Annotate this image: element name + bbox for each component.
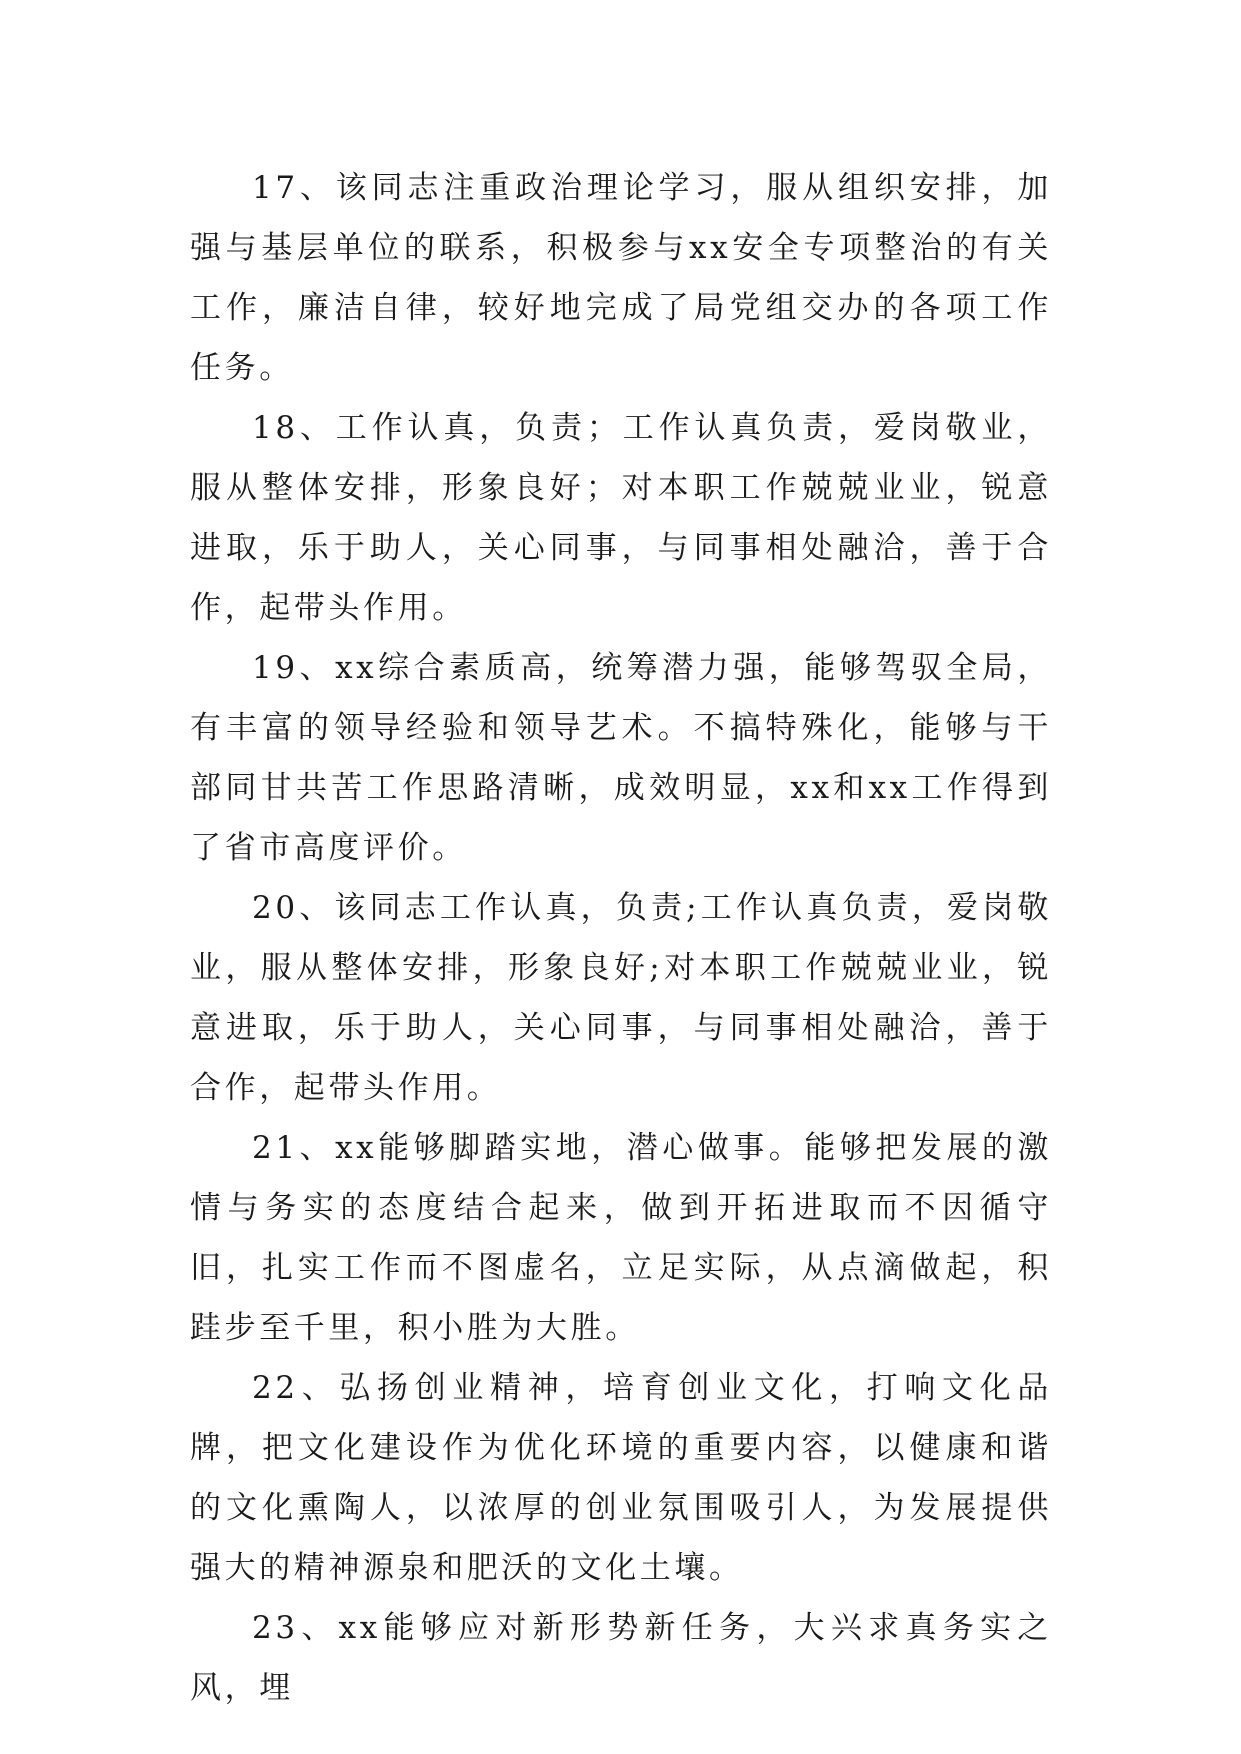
paragraph-22: 22、弘扬创业精神，培育创业文化，打响文化品牌，把文化建设作为优化环境的重要内容，以健康和谐的文化熏陶人，以浓厚的创业氛围吸引人，为发展提供强大的精神源泉和肥沃的文化土壤。 (190, 1370, 1052, 1586)
paragraph-23: 23、xx能够应对新形势新任务，大兴求真务实之风，埋 (190, 1610, 1052, 1706)
paragraph-19: 19、xx综合素质高，统筹潜力强，能够驾驭全局，有丰富的领导经验和领导艺术。不搞特殊化，能够与干部同甘共苦工作思路清晰，成效明显，xx和xx工作得到了省市高度评价。 (190, 650, 1052, 866)
paragraph-20: 20、该同志工作认真，负责;工作认真负责，爱岗敬业，服从整体安排，形象良好;对本职工作兢兢业业，锐意进取，乐于助人，关心同事，与同事相处融洽，善于合作，起带头作用。 (190, 890, 1052, 1106)
document-body (190, 158, 1052, 1718)
paragraph-17: 17、该同志注重政治理论学习，服从组织安排，加强与基层单位的联系，积极参与xx安全专项整治的有关工作，廉洁自律，较好地完成了局党组交办的各项工作任务。 (190, 170, 1052, 386)
paragraph-21: 21、xx能够脚踏实地，潜心做事。能够把发展的激情与务实的态度结合起来，做到开拓进取而不因循守旧，扎实工作而不图虚名，立足实际，从点滴做起，积跬步至千里，积小胜为大胜。 (190, 1130, 1052, 1346)
paragraph-18: 18、工作认真，负责；工作认真负责，爱岗敬业，服从整体安排，形象良好；对本职工作兢兢业业，锐意进取，乐于助人，关心同事，与同事相处融洽，善于合作，起带头作用。 (190, 410, 1052, 626)
